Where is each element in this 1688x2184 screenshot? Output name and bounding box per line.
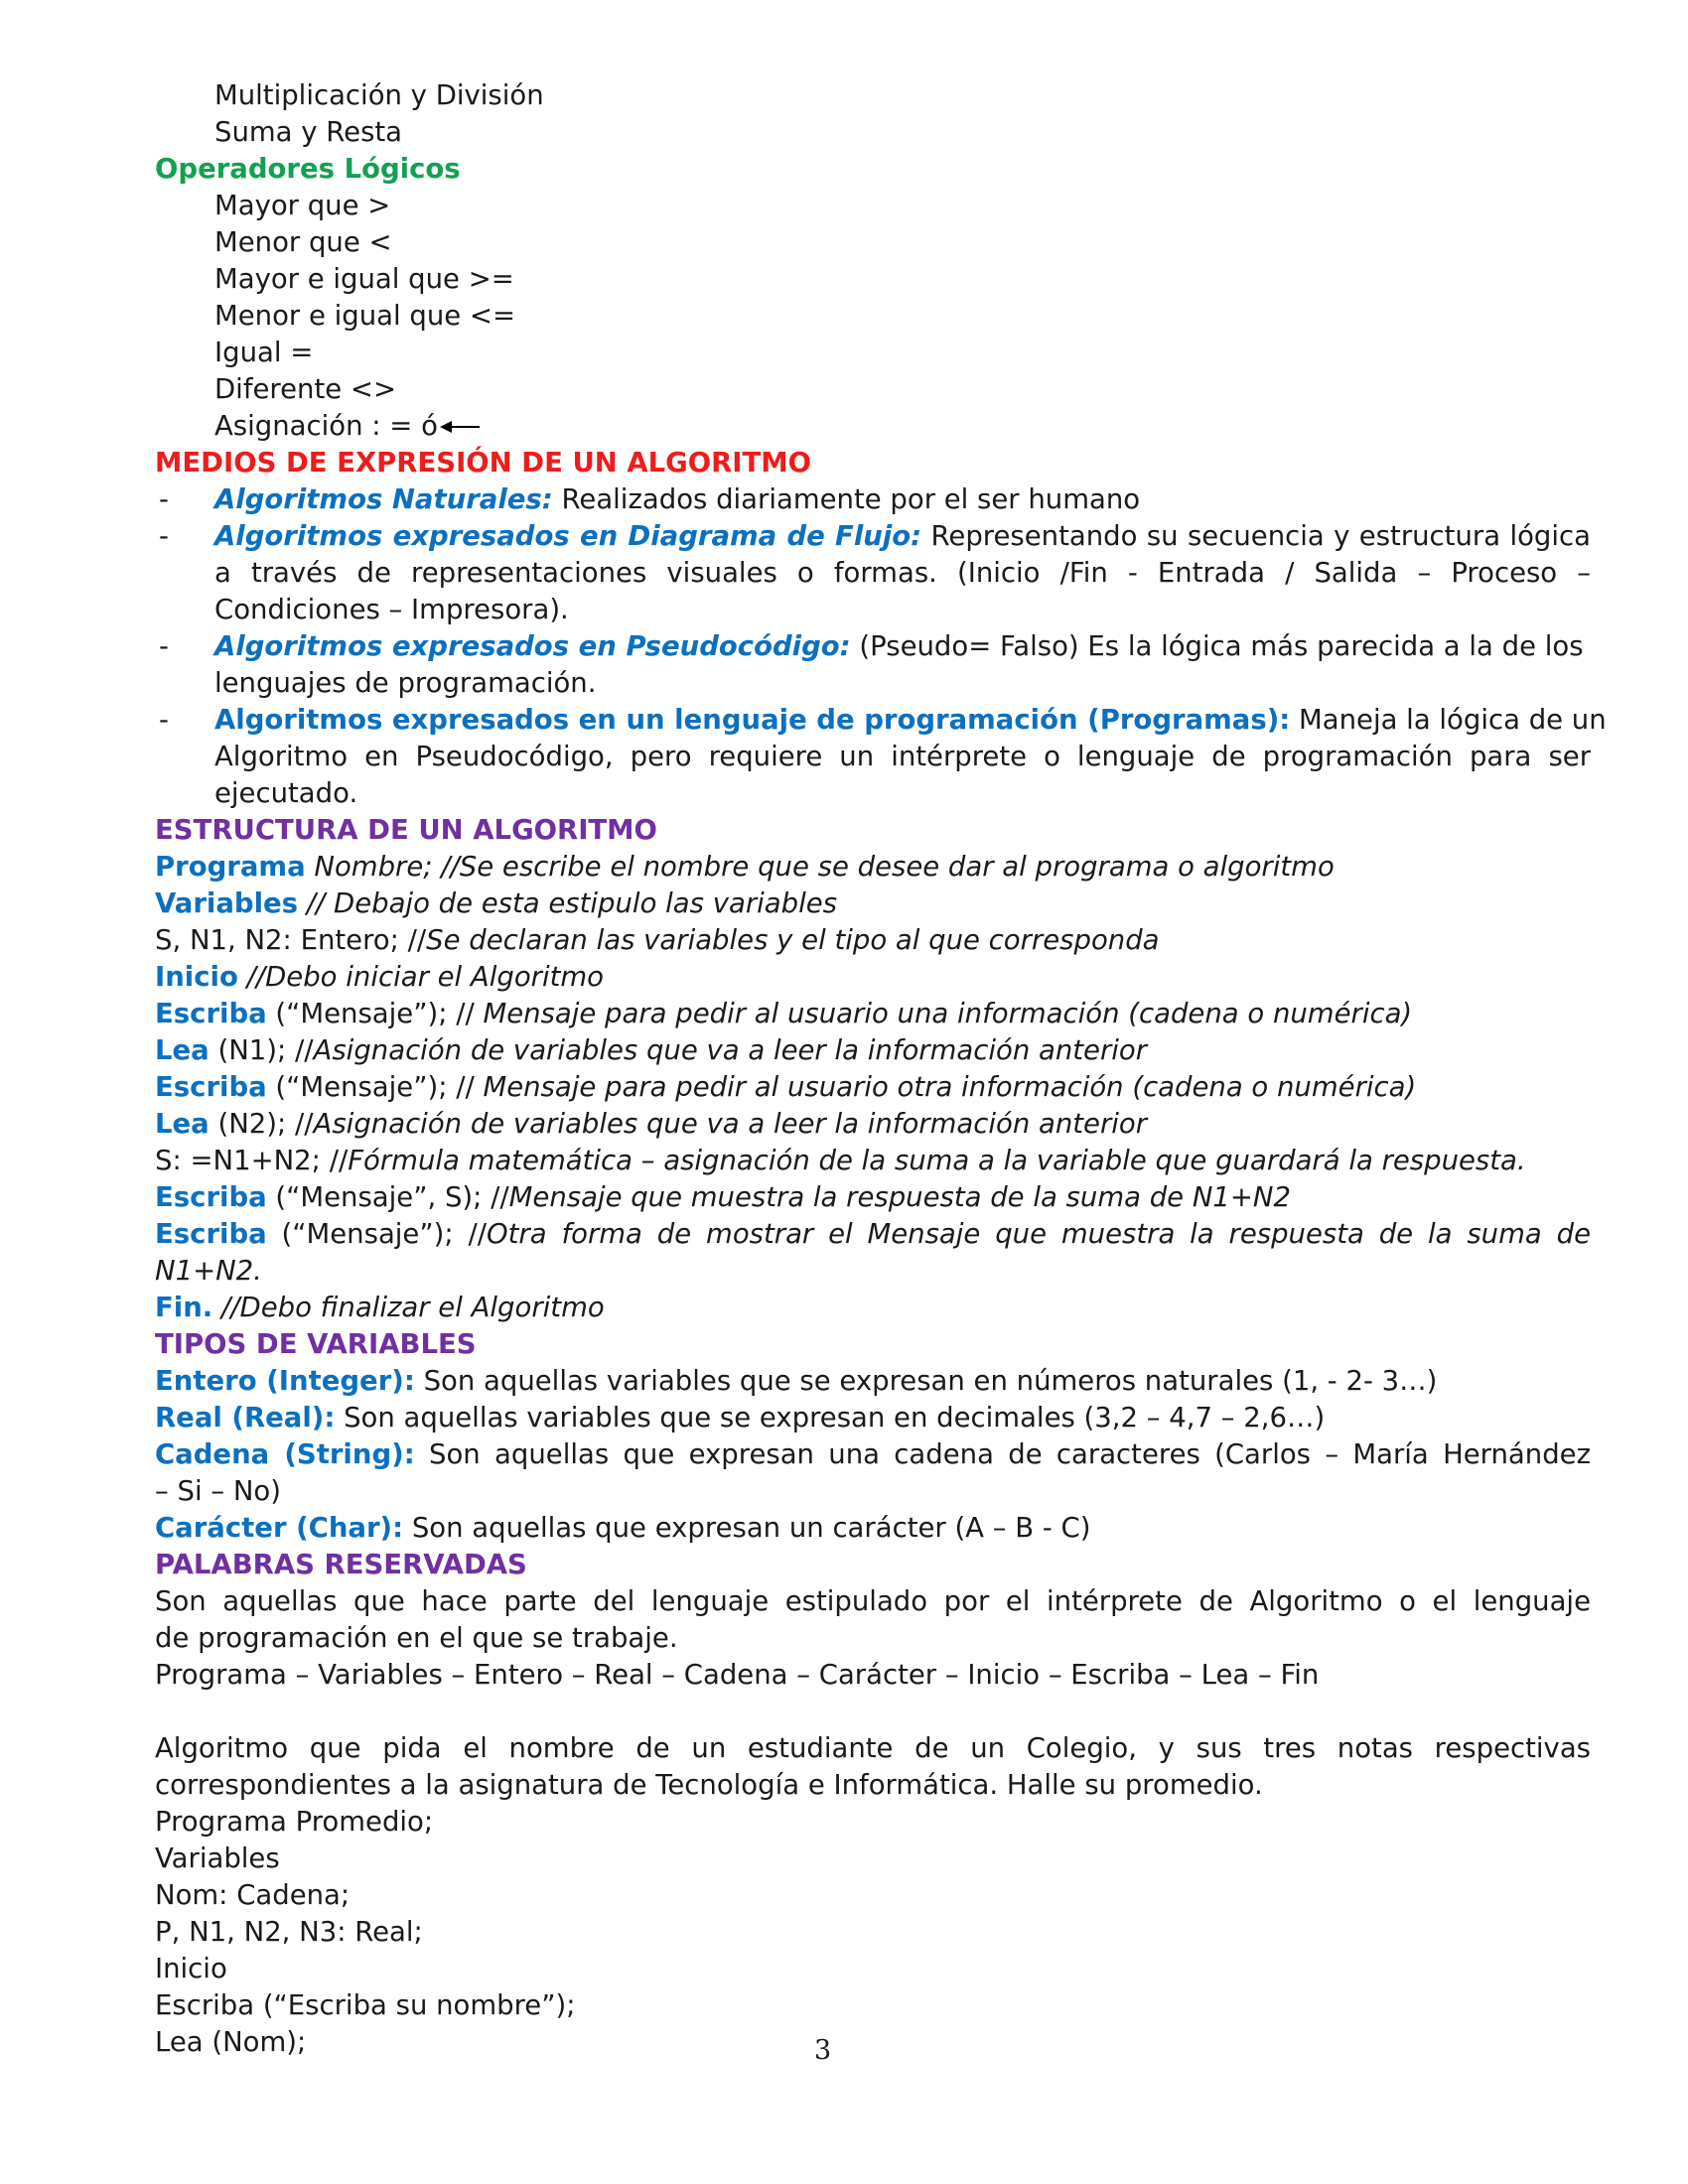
code-line xyxy=(155,922,1591,959)
comment: // Debajo de esta estipulo las variables xyxy=(298,887,837,919)
keyword: Escriba xyxy=(155,1071,267,1103)
code: S: =N1+N2; // xyxy=(155,1145,349,1176)
type-desc: Son aquellas variables que se expresan en números naturales (1, - 2- 3…) xyxy=(414,1365,1438,1397)
code: (“Mensaje”, S); // xyxy=(266,1181,509,1213)
example-code-line: Escriba (“Escriba su nombre”); xyxy=(155,1989,576,2021)
item-label: Algoritmos expresados en un lenguaje de programación (Programas): xyxy=(214,704,1291,736)
page-number: 3 xyxy=(814,2035,832,2066)
keyword: Fin. xyxy=(155,1292,213,1323)
comment: Nombre; //Se escribe el nombre que se desee dar al programa o algoritmo xyxy=(305,851,1335,883)
comment: Otra forma de mostrar el Mensaje que muestra la respuesta de la suma de xyxy=(487,1218,1591,1250)
paragraph-line: Algoritmo que pida el nombre de un estudiante de un Colegio, y sus tres notas respectivas xyxy=(155,1732,1591,1764)
keyword: Escriba xyxy=(155,998,267,1029)
code-line xyxy=(155,1143,1591,1179)
heading-reserved-words: PALABRAS RESERVADAS xyxy=(155,1549,527,1580)
paragraph-line: de programación en el que se trabaje. xyxy=(155,1622,678,1654)
item-label: Algoritmos Naturales: xyxy=(214,483,553,515)
comment: Mensaje para pedir al usuario una información (cadena o numérica) xyxy=(483,998,1413,1029)
keyword: Variables xyxy=(155,887,299,919)
code-line xyxy=(155,1106,1591,1143)
list-item xyxy=(155,481,1591,518)
type-name: Carácter (Char): xyxy=(155,1512,404,1544)
type-name: Real (Real): xyxy=(155,1402,336,1433)
item-text: Representando su secuencia y estructura lógica xyxy=(921,520,1591,552)
paragraph-line: Son aquellas que hace parte del lenguaje estipulado por el intérprete de Algoritmo o el lenguaje xyxy=(155,1585,1591,1617)
operator-item: Menor e igual que <= xyxy=(214,300,515,332)
item-continuation: Algoritmo en Pseudocódigo, pero requiere un intérprete o lenguaje de programación para ser xyxy=(214,741,1591,772)
left-arrow-icon xyxy=(440,420,480,434)
keyword: Programa xyxy=(155,851,306,883)
item-label: Algoritmos expresados en Diagrama de Flujo: xyxy=(214,520,922,552)
item-text: Realizados diariamente por el ser humano xyxy=(552,483,1141,515)
type-desc: Son aquellas que expresan un carácter (A – B - C) xyxy=(403,1512,1091,1544)
code-line xyxy=(155,1179,1591,1216)
example-code-line: Nom: Cadena; xyxy=(155,1879,351,1911)
code-line xyxy=(155,959,1591,996)
code: (“Mensaje”); // xyxy=(266,1071,484,1103)
assignment-text: Asignación : = ó xyxy=(214,410,438,442)
code-line xyxy=(155,996,1591,1032)
list-item xyxy=(155,628,1591,665)
spacer xyxy=(155,1694,1591,1730)
type-line-continuation: – Si – No) xyxy=(155,1475,281,1507)
comment: //Debo finalizar el Algoritmo xyxy=(212,1292,605,1323)
heading-expression-means: MEDIOS DE EXPRESIÓN DE UN ALGORITMO xyxy=(155,447,812,478)
code-line xyxy=(155,849,1591,886)
keyword: Escriba xyxy=(155,1181,267,1213)
code: (N2); // xyxy=(209,1108,314,1140)
example-code-line: Variables xyxy=(155,1843,280,1874)
item-continuation: lenguajes de programación. xyxy=(214,667,597,699)
type-name: Cadena (String): xyxy=(155,1438,415,1470)
example-code-line: P, N1, N2, N3: Real; xyxy=(155,1916,423,1948)
heading-logical-operators: Operadores Lógicos xyxy=(155,153,461,185)
keyword: Escriba xyxy=(155,1218,267,1250)
example-code-line: Programa Promedio; xyxy=(155,1806,434,1838)
code-line-continuation: N1+N2. xyxy=(155,1255,262,1287)
type-desc: Son aquellas que expresan una cadena de caracteres (Carlos – María Hernández xyxy=(414,1438,1592,1470)
operator-item: Diferente <> xyxy=(214,373,396,405)
comment: Se declaran las variables y el tipo al que corresponda xyxy=(426,924,1160,956)
type-desc: Son aquellas variables que se expresan en decimales (3,2 – 4,7 – 2,6…) xyxy=(335,1402,1326,1433)
example-code-line: Inicio xyxy=(155,1953,227,1984)
list-item xyxy=(155,518,1591,555)
comment: Asignación de variables que va a leer la información anterior xyxy=(313,1034,1148,1066)
item-text: (Pseudo= Falso) Es la lógica más parecida a la de los xyxy=(850,630,1584,662)
item-label: Algoritmos expresados en Pseudocódigo: xyxy=(214,630,851,662)
type-line xyxy=(155,1363,1591,1400)
operator-item: Mayor e igual que >= xyxy=(214,263,514,295)
operator-item: Menor que < xyxy=(214,226,392,258)
comment: Mensaje para pedir al usuario otra información (cadena o numérica) xyxy=(483,1071,1417,1103)
code: (“Mensaje”); // xyxy=(266,1218,487,1250)
text-line: Suma y Resta xyxy=(214,116,403,148)
type-line xyxy=(155,1510,1591,1547)
reserved-words-list: Programa – Variables – Entero – Real – Cadena – Carácter – Inicio – Escriba – Lea – Fin xyxy=(155,1659,1320,1691)
bullet-dash: - xyxy=(159,704,169,736)
code-line xyxy=(155,1069,1591,1106)
keyword: Inicio xyxy=(155,961,238,993)
keyword: Lea xyxy=(155,1034,210,1066)
operator-item-assignment xyxy=(155,408,1591,445)
type-name: Entero (Integer): xyxy=(155,1365,415,1397)
type-line xyxy=(155,1400,1591,1436)
code: (“Mensaje”); // xyxy=(266,998,484,1029)
item-continuation: Condiciones – Impresora). xyxy=(214,594,569,625)
bullet-dash: - xyxy=(159,483,169,515)
item-continuation: a través de representaciones visuales o formas. (Inicio /Fin - Entrada / Salida – Proceso – xyxy=(214,557,1591,589)
bullet-dash: - xyxy=(159,630,169,662)
code-line xyxy=(155,1032,1591,1069)
bullet-dash: - xyxy=(159,520,169,552)
type-line xyxy=(155,1436,1591,1473)
code: S, N1, N2: Entero; // xyxy=(155,924,427,956)
item-text: Maneja la lógica de un xyxy=(1290,704,1607,736)
list-item xyxy=(155,702,1607,739)
operator-item: Igual = xyxy=(214,337,314,368)
keyword: Lea xyxy=(155,1108,210,1140)
operator-item: Mayor que > xyxy=(214,190,391,221)
heading-algorithm-structure: ESTRUCTURA DE UN ALGORITMO xyxy=(155,814,657,846)
code-line xyxy=(155,886,1591,922)
document-page xyxy=(155,77,1607,2061)
comment: //Debo iniciar el Algoritmo xyxy=(237,961,604,993)
comment: Fórmula matemática – asignación de la suma a la variable que guardará la respuesta. xyxy=(348,1145,1526,1176)
code-line xyxy=(155,1290,1591,1326)
comment: Mensaje que muestra la respuesta de la suma de N1+N2 xyxy=(508,1181,1291,1213)
paragraph-line: correspondientes a la asignatura de Tecnología e Informática. Halle su promedio. xyxy=(155,1769,1263,1801)
text-line: Multiplicación y División xyxy=(214,79,544,111)
code-line xyxy=(155,1216,1591,1253)
item-continuation: ejecutado. xyxy=(214,777,358,809)
comment: Asignación de variables que va a leer la información anterior xyxy=(313,1108,1148,1140)
heading-variable-types: TIPOS DE VARIABLES xyxy=(155,1328,477,1360)
code: (N1); // xyxy=(209,1034,314,1066)
example-code-line: Lea (Nom); xyxy=(155,2026,307,2058)
